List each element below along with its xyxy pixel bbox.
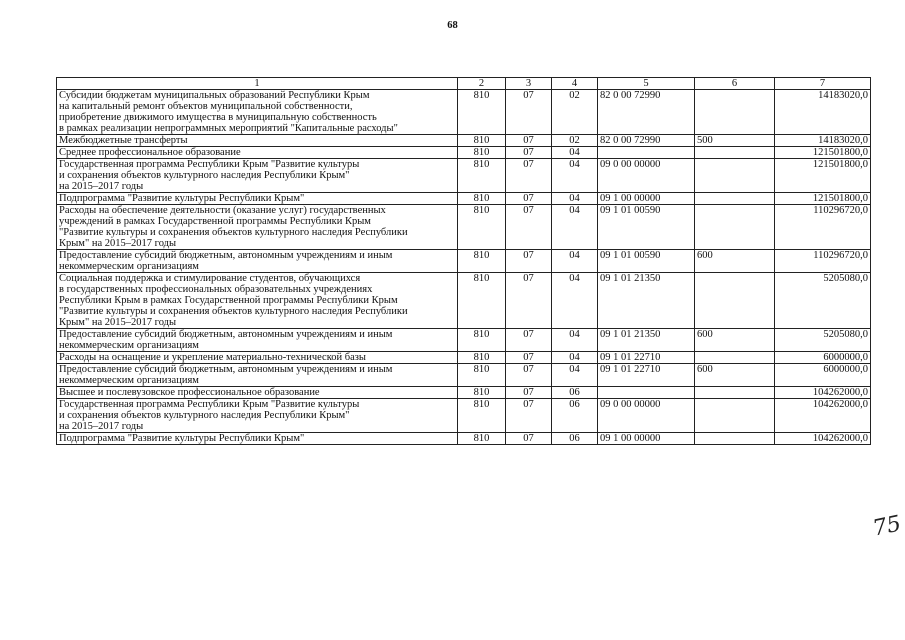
section-code: 07 bbox=[506, 352, 552, 364]
description-line: Крым" на 2015–2017 годы bbox=[59, 238, 177, 249]
table-row bbox=[57, 352, 871, 364]
amount: 121501800,0 bbox=[775, 147, 871, 159]
section-code: 07 bbox=[506, 159, 552, 193]
amount: 121501800,0 bbox=[775, 193, 871, 205]
description-line: "Развитие культуры и сохранения объектов культурного наследия Республики bbox=[59, 306, 408, 317]
ministry-code: 810 bbox=[458, 329, 506, 352]
description-line: в рамках реализации непрограммных мероприятий "Капитальные расходы" bbox=[59, 123, 398, 134]
description-line: и сохранения объектов культурного наследия Республики Крым" bbox=[59, 170, 350, 181]
column-header-7: 7 bbox=[775, 78, 871, 90]
row-description bbox=[57, 433, 458, 445]
description-line: Социальная поддержка и стимулирование студентов, обучающихся bbox=[59, 273, 361, 284]
target-article-code: 09 0 00 00000 bbox=[598, 159, 695, 193]
column-header-2: 2 bbox=[458, 78, 506, 90]
section-code: 07 bbox=[506, 387, 552, 399]
column-header-5: 5 bbox=[598, 78, 695, 90]
subsection-code: 06 bbox=[552, 433, 598, 445]
column-header-3: 3 bbox=[506, 78, 552, 90]
column-header-6: 6 bbox=[695, 78, 775, 90]
ministry-code: 810 bbox=[458, 147, 506, 159]
amount: 110296720,0 bbox=[775, 250, 871, 273]
subsection-code: 04 bbox=[552, 147, 598, 159]
column-header-4: 4 bbox=[552, 78, 598, 90]
description-line: на 2015–2017 годы bbox=[59, 181, 144, 192]
section-code: 07 bbox=[506, 193, 552, 205]
target-article-code: 82 0 00 72990 bbox=[598, 135, 695, 147]
section-code: 07 bbox=[506, 147, 552, 159]
row-description bbox=[57, 205, 458, 250]
target-article-code: 82 0 00 72990 bbox=[598, 90, 695, 135]
subsection-code: 04 bbox=[552, 159, 598, 193]
table-row bbox=[57, 135, 871, 147]
amount: 6000000,0 bbox=[775, 364, 871, 387]
table-header-row bbox=[57, 78, 871, 90]
target-article-code: 09 1 01 21350 bbox=[598, 273, 695, 329]
expense-type-code bbox=[695, 273, 775, 329]
target-article-code bbox=[598, 147, 695, 159]
row-description bbox=[57, 135, 458, 147]
expense-type-code bbox=[695, 205, 775, 250]
ministry-code: 810 bbox=[458, 90, 506, 135]
description-line: Государственная программа Республики Крым "Развитие культуры bbox=[59, 159, 360, 170]
table-row bbox=[57, 329, 871, 352]
target-article-code: 09 1 00 00000 bbox=[598, 193, 695, 205]
ministry-code: 810 bbox=[458, 205, 506, 250]
amount: 5205080,0 bbox=[775, 329, 871, 352]
expense-type-code: 600 bbox=[695, 250, 775, 273]
ministry-code: 810 bbox=[458, 433, 506, 445]
section-code: 07 bbox=[506, 205, 552, 250]
description-line: некоммерческим организациям bbox=[59, 261, 199, 272]
section-code: 07 bbox=[506, 399, 552, 433]
subsection-code: 04 bbox=[552, 193, 598, 205]
expense-type-code bbox=[695, 387, 775, 399]
subsection-code: 04 bbox=[552, 352, 598, 364]
expense-type-code bbox=[695, 147, 775, 159]
ministry-code: 810 bbox=[458, 399, 506, 433]
target-article-code: 09 1 01 21350 bbox=[598, 329, 695, 352]
amount: 121501800,0 bbox=[775, 159, 871, 193]
section-code: 07 bbox=[506, 433, 552, 445]
ministry-code: 810 bbox=[458, 364, 506, 387]
table-body bbox=[57, 90, 871, 445]
row-description bbox=[57, 250, 458, 273]
table-row bbox=[57, 433, 871, 445]
row-description bbox=[57, 352, 458, 364]
description-line: учреждений в рамках Государственной программы Республики Крым bbox=[59, 216, 371, 227]
description-line: Предоставление субсидий бюджетным, автономным учреждениям и иным bbox=[59, 364, 393, 375]
description-line: на капитальный ремонт объектов муниципальной собственности, bbox=[59, 101, 353, 112]
subsection-code: 06 bbox=[552, 387, 598, 399]
description-line: Среднее профессиональное образование bbox=[59, 147, 241, 158]
description-line: Государственная программа Республики Крым "Развитие культуры bbox=[59, 399, 360, 410]
description-line: Расходы на оснащение и укрепление материально-технической базы bbox=[59, 352, 366, 363]
description-line: и сохранения объектов культурного наследия Республики Крым" bbox=[59, 410, 350, 421]
amount: 5205080,0 bbox=[775, 273, 871, 329]
ministry-code: 810 bbox=[458, 273, 506, 329]
ministry-code: 810 bbox=[458, 352, 506, 364]
amount: 14183020,0 bbox=[775, 90, 871, 135]
table-row bbox=[57, 364, 871, 387]
expense-type-code bbox=[695, 399, 775, 433]
table-row bbox=[57, 273, 871, 329]
subsection-code: 04 bbox=[552, 250, 598, 273]
description-line: Расходы на обеспечение деятельности (оказание услуг) государственных bbox=[59, 205, 386, 216]
description-line: некоммерческим организациям bbox=[59, 375, 199, 386]
row-description bbox=[57, 364, 458, 387]
subsection-code: 02 bbox=[552, 90, 598, 135]
amount: 14183020,0 bbox=[775, 135, 871, 147]
subsection-code: 04 bbox=[552, 205, 598, 250]
table-row bbox=[57, 147, 871, 159]
page-number: 68 bbox=[447, 20, 458, 31]
subsection-code: 04 bbox=[552, 364, 598, 387]
table-row bbox=[57, 205, 871, 250]
handwritten-signature: 75 bbox=[870, 511, 904, 542]
description-line: Республики Крым в рамках Государственной программы Республики Крым bbox=[59, 295, 398, 306]
amount: 104262000,0 bbox=[775, 433, 871, 445]
expense-type-code bbox=[695, 193, 775, 205]
amount: 6000000,0 bbox=[775, 352, 871, 364]
table-row bbox=[57, 250, 871, 273]
target-article-code: 09 1 01 22710 bbox=[598, 352, 695, 364]
expense-type-code bbox=[695, 159, 775, 193]
ministry-code: 810 bbox=[458, 135, 506, 147]
row-description bbox=[57, 159, 458, 193]
row-description bbox=[57, 193, 458, 205]
expense-type-code bbox=[695, 90, 775, 135]
target-article-code: 09 1 01 22710 bbox=[598, 364, 695, 387]
row-description bbox=[57, 399, 458, 433]
expense-type-code bbox=[695, 352, 775, 364]
description-line: Предоставление субсидий бюджетным, автономным учреждениям и иным bbox=[59, 250, 393, 261]
description-line: на 2015–2017 годы bbox=[59, 421, 144, 432]
section-code: 07 bbox=[506, 250, 552, 273]
ministry-code: 810 bbox=[458, 159, 506, 193]
ministry-code: 810 bbox=[458, 250, 506, 273]
subsection-code: 06 bbox=[552, 399, 598, 433]
description-line: "Развитие культуры и сохранения объектов культурного наследия Республики bbox=[59, 227, 408, 238]
description-line: Межбюджетные трансферты bbox=[59, 135, 188, 146]
subsection-code: 04 bbox=[552, 329, 598, 352]
expense-type-code: 600 bbox=[695, 364, 775, 387]
section-code: 07 bbox=[506, 90, 552, 135]
section-code: 07 bbox=[506, 135, 552, 147]
table-row bbox=[57, 193, 871, 205]
table-row bbox=[57, 159, 871, 193]
row-description bbox=[57, 90, 458, 135]
description-line: Высшее и послевузовское профессиональное образование bbox=[59, 387, 320, 398]
target-article-code: 09 1 01 00590 bbox=[598, 205, 695, 250]
target-article-code: 09 1 01 00590 bbox=[598, 250, 695, 273]
amount: 110296720,0 bbox=[775, 205, 871, 250]
target-article-code bbox=[598, 387, 695, 399]
description-line: Предоставление субсидий бюджетным, автономным учреждениям и иным bbox=[59, 329, 393, 340]
budget-table bbox=[56, 77, 871, 445]
amount: 104262000,0 bbox=[775, 399, 871, 433]
expense-type-code bbox=[695, 433, 775, 445]
row-description bbox=[57, 329, 458, 352]
subsection-code: 04 bbox=[552, 273, 598, 329]
subsection-code: 02 bbox=[552, 135, 598, 147]
row-description bbox=[57, 147, 458, 159]
description-line: приобретение движимого имущества в муниципальную собственность bbox=[59, 112, 377, 123]
row-description bbox=[57, 273, 458, 329]
description-line: Субсидии бюджетам муниципальных образований Республики Крым bbox=[59, 90, 370, 101]
description-line: Подпрограмма "Развитие культуры Республики Крым" bbox=[59, 433, 305, 444]
expense-type-code: 500 bbox=[695, 135, 775, 147]
description-line: в государственных профессиональных образовательных учреждениях bbox=[59, 284, 373, 295]
section-code: 07 bbox=[506, 364, 552, 387]
table-row bbox=[57, 387, 871, 399]
description-line: Подпрограмма "Развитие культуры Республики Крым" bbox=[59, 193, 305, 204]
amount: 104262000,0 bbox=[775, 387, 871, 399]
target-article-code: 09 1 00 00000 bbox=[598, 433, 695, 445]
table-row bbox=[57, 90, 871, 135]
ministry-code: 810 bbox=[458, 193, 506, 205]
description-line: Крым" на 2015–2017 годы bbox=[59, 317, 177, 328]
description-line: некоммерческим организациям bbox=[59, 340, 199, 351]
ministry-code: 810 bbox=[458, 387, 506, 399]
target-article-code: 09 0 00 00000 bbox=[598, 399, 695, 433]
section-code: 07 bbox=[506, 329, 552, 352]
expense-type-code: 600 bbox=[695, 329, 775, 352]
table-row bbox=[57, 399, 871, 433]
section-code: 07 bbox=[506, 273, 552, 329]
column-header-1: 1 bbox=[57, 78, 458, 90]
row-description bbox=[57, 387, 458, 399]
